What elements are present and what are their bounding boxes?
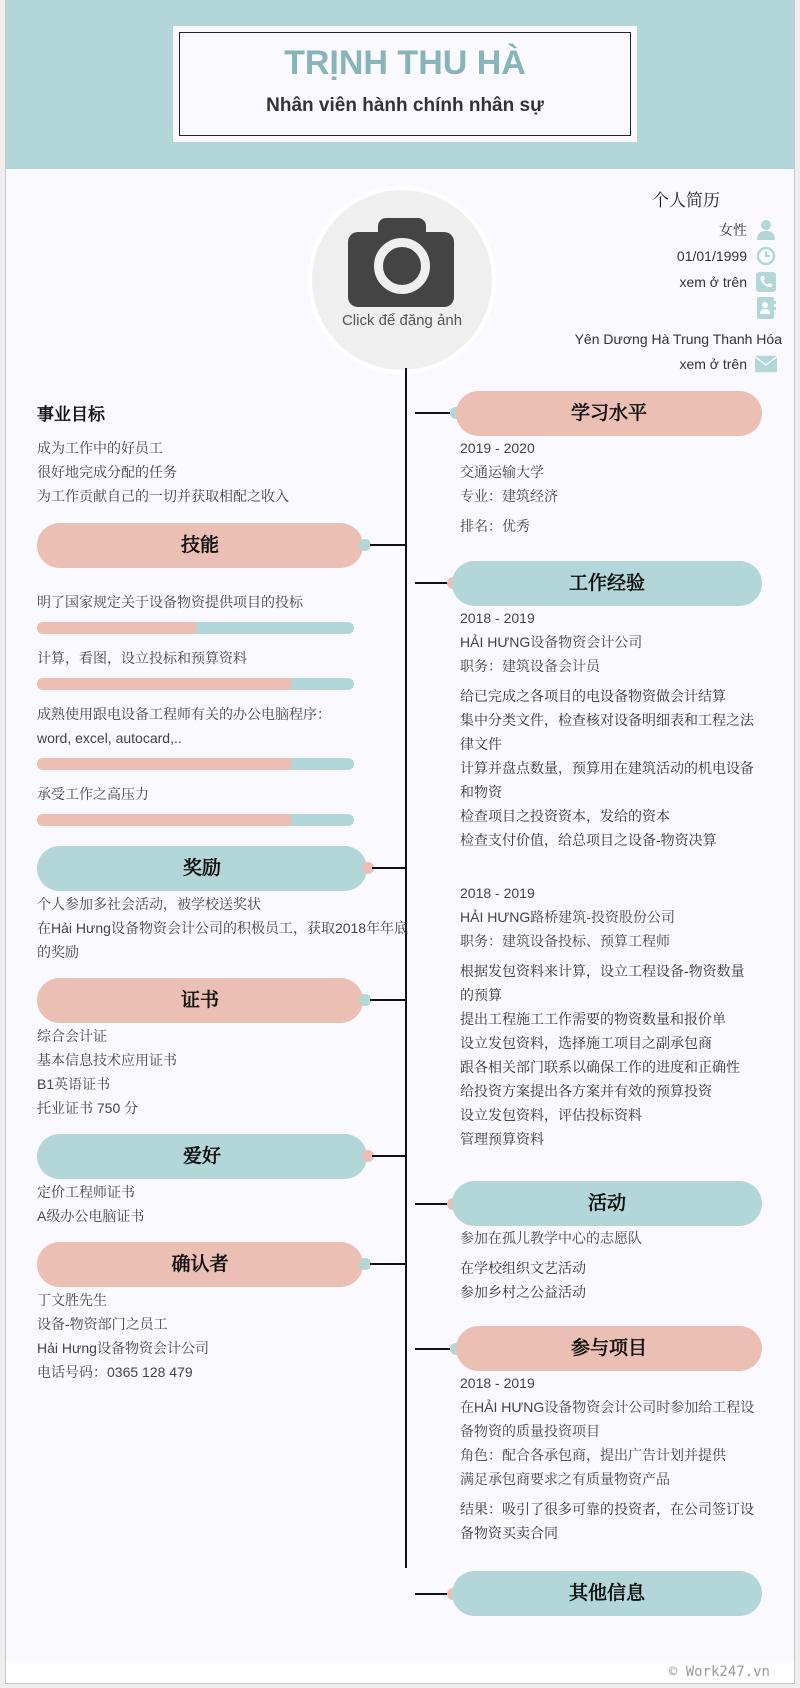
skill-4-bar: [37, 814, 354, 826]
clock-icon: [755, 246, 777, 266]
skill-3-label: 成熟使用跟电设备工程师有关的办公电脑程序： word, excel, autocard,..: [37, 706, 331, 746]
skill-1-bar: [37, 622, 354, 634]
phone-icon: [755, 272, 777, 292]
hobbies-heading: 爱好: [37, 1134, 367, 1179]
activities-heading: 活动: [452, 1181, 762, 1226]
job-title[interactable]: Nhân viên hành chính nhân sự: [266, 95, 544, 116]
projects-heading: 参与项目: [456, 1326, 762, 1371]
personal-info-title: 个人简历: [652, 191, 720, 211]
projects-details: 2018 - 2019 在HẢI HƯNG设备物资会计公司时参加给工程设 备物资的质量投资项目 角色：配合各承包商，提出广告计划并提供 满足承包商要求之有质量物资产品 结果：吸引了很多可靠的投资者，在公司签订设 备物资买卖合同: [460, 1375, 755, 1541]
hobbies-list: 定价工程师证书 A级办公电脑证书: [37, 1184, 145, 1224]
other-info-heading: 其他信息: [452, 1571, 762, 1616]
info-contact[interactable]: [747, 297, 777, 319]
info-birthdate[interactable]: 01/01/1999: [677, 245, 777, 267]
activities-list: 参加在孤儿教学中心的志愿队 在学校组织文艺活动 参加乡村之公益活动: [460, 1230, 642, 1300]
references-heading: 确认者: [37, 1242, 363, 1287]
references-list: 丁文胜先生 设备-物资部门之员工 Hải Hưng设备物资会计公司 电话号码：0365 128 479: [37, 1292, 209, 1380]
candidate-name[interactable]: TRỊNH THU HÀ: [284, 44, 526, 82]
education-details: 2019 - 2020 交通运输大学 专业：建筑经济 排名：优秀: [460, 440, 558, 534]
certificates-list: 综合会计证 基本信息技术应用证书 B1英语证书 托业证书 750 分: [37, 1028, 177, 1116]
skill-2-bar: [37, 678, 354, 690]
cv-content: [6, 0, 794, 1662]
watermark: © Work247.vn: [668, 1664, 770, 1680]
experience-heading: 工作经验: [452, 561, 762, 606]
envelope-icon: [755, 354, 777, 374]
education-heading: 学习水平: [456, 391, 762, 436]
experience-job-2: 2018 - 2019 HẢI HƯNG路桥建筑-投资股份公司 职务：建筑设备投标、预算工程师 根据发包资料来计算，设立工程设备-物资数量 的预算 提出工程施工工作需要的物资数量和报价单 设立发包资料，选择施工项目之副承包商 跟各相关部门联系以确保工作的进度和正确性 给投资方案提出各方案并有效的预算投资 设立发包资料，评估投标资料 管理预算资料: [460, 885, 745, 1147]
career-objective-text: 成为工作中的好员工 很好地完成分配的任务 为工作贡献自己的一切并获取相配之收入: [37, 440, 289, 504]
info-phone[interactable]: xem ở trên: [679, 271, 777, 293]
info-address[interactable]: Yên Dương Hà Trung Thanh Hóa: [574, 331, 782, 347]
info-gender[interactable]: 女性: [719, 219, 777, 241]
cv-page: [5, 0, 795, 1684]
skill-4-label: 承受工作之高压力: [37, 786, 149, 802]
skill-3-bar: [37, 758, 354, 770]
photo-upload-label: Click để đăng ảnh: [341, 312, 463, 329]
contact-book-icon: [755, 298, 777, 318]
awards-heading: 奖励: [37, 846, 367, 891]
awards-text: 个人参加多社会活动，被学校送奖状 在Hải Hưng设备物资会计公司的积极员工，获取2018年年底 的奖励: [37, 896, 409, 960]
skill-1-label: 明了国家规定关于设备物资提供项目的投标: [37, 594, 303, 610]
experience-job-1: 2018 - 2019 HẢI HƯNG设备物资会计公司 职务：建筑设备会计员 给已完成之各项目的电设备物资做会计结算 集中分类文件，检查核对设备明细表和工程之法 律文件 计算并盘点数量，预算用在建筑活动的机电设备 和物资 检查项目之投资资本，发给的资本 检查支付价值，给总项目之设备-物资决算: [460, 610, 754, 848]
certificates-heading: 证书: [37, 978, 363, 1023]
skills-heading: 技能: [37, 523, 363, 568]
name-card: [173, 26, 637, 142]
user-icon: [755, 220, 777, 240]
skill-2-label: 计算，看图，设立投标和预算资料: [37, 650, 247, 666]
photo-upload[interactable]: [312, 190, 492, 370]
header-banner: [6, 0, 794, 169]
info-email[interactable]: xem ở trên: [679, 353, 777, 375]
career-objective-title: 事业目标: [37, 405, 105, 425]
timeline-line: [405, 368, 407, 1568]
